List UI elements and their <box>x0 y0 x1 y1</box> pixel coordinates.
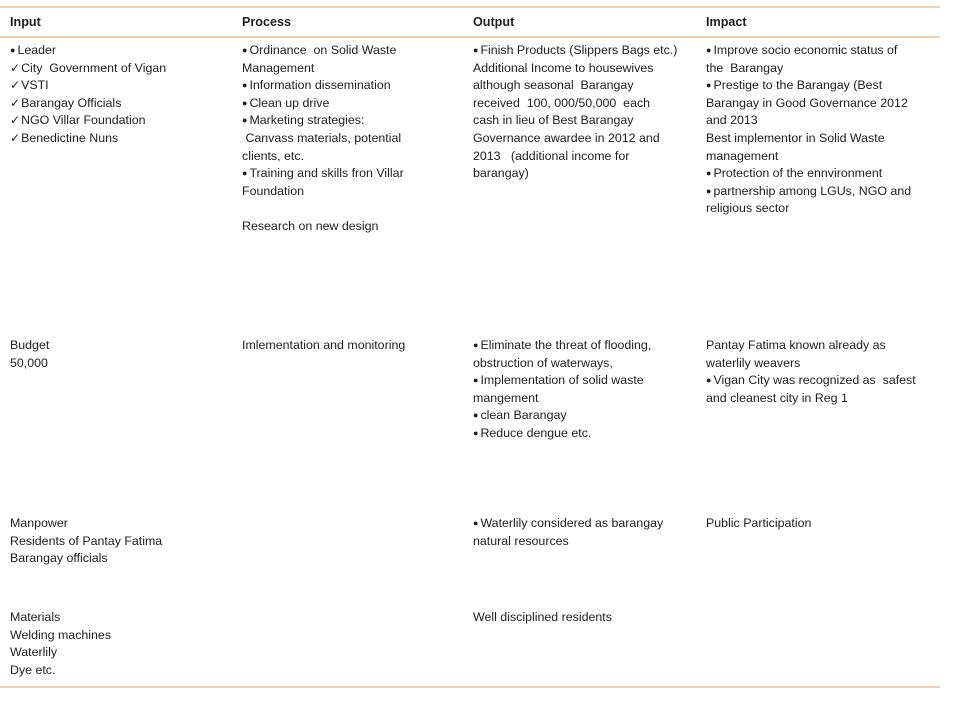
cell-line <box>706 355 934 373</box>
cell-line <box>706 337 934 355</box>
cell-output-row-3 <box>473 515 691 550</box>
cell-line <box>706 165 934 183</box>
cell-line <box>10 337 225 355</box>
cell-line-text: received 100, 000/50,000 each <box>473 95 651 110</box>
cell-line-text: mangement <box>473 390 539 405</box>
cell-line <box>242 42 460 60</box>
cell-line-text: Materials <box>10 610 61 624</box>
cell-output-row-2 <box>473 337 691 443</box>
header-bottom-rule <box>0 36 940 38</box>
cell-input-row-1 <box>10 42 225 148</box>
cell-line <box>10 77 225 95</box>
cell-line-text: Well disciplined residents <box>473 610 612 624</box>
cell-line <box>473 130 691 148</box>
cell-line <box>706 148 934 166</box>
cell-line-text: Barangay officials <box>10 551 108 566</box>
cell-line <box>10 515 225 533</box>
cell-line <box>10 112 225 130</box>
cell-line-text: 50,000 <box>10 355 48 370</box>
cell-line-text: and 2013 <box>706 113 758 128</box>
cell-line <box>473 372 691 390</box>
cell-line-text: Residents of Pantay Fatima <box>10 533 163 548</box>
cell-line <box>473 112 691 130</box>
cell-impact-row-2 <box>706 337 934 407</box>
cell-line-text: obstruction of waterways, <box>473 355 613 370</box>
cell-line-text: Implementation of solid waste <box>480 373 644 388</box>
cell-input-row-2 <box>10 337 225 372</box>
checkmark-icon: ✓ <box>10 78 21 93</box>
cell-process-row-1 <box>242 42 460 236</box>
cell-line-text: clean Barangay <box>480 408 567 423</box>
cell-line <box>706 200 934 218</box>
cell-line-text: Barangay Officials <box>21 95 122 110</box>
cell-line-text: cash in lieu of Best Barangay <box>473 113 634 128</box>
cell-line-text: 2013 (additional income for <box>473 148 630 163</box>
cell-line <box>242 112 460 130</box>
cell-line <box>10 130 225 148</box>
cell-line-text: clients, etc. <box>242 148 304 163</box>
cell-line <box>10 533 225 551</box>
cell-line <box>242 77 460 95</box>
cell-impact-row-1 <box>706 42 934 218</box>
bullet-icon: ● <box>473 45 479 55</box>
cell-line <box>706 95 934 113</box>
cell-line <box>242 130 460 148</box>
cell-line <box>10 60 225 78</box>
cell-line-text: Waterlily considered as barangay <box>480 516 664 530</box>
cell-line <box>10 627 225 645</box>
cell-line-text: religious sector <box>706 201 790 216</box>
cell-line-text: Budget <box>10 338 50 352</box>
cell-line-text: although seasonal Barangay <box>473 78 634 93</box>
cell-line-text: Finish Products (Slippers Bags etc.) <box>480 43 678 57</box>
cell-line <box>10 355 225 373</box>
cell-line-text: Waterlily <box>10 645 58 660</box>
bullet-icon: ● <box>706 375 712 386</box>
cell-line <box>473 77 691 95</box>
cell-line-text: Management <box>242 60 315 75</box>
cell-line-text: Reduce dengue etc. <box>480 425 592 440</box>
table-top-rule <box>0 6 940 8</box>
cell-line-text: Pantay Fatima known already as <box>706 338 886 352</box>
cell-line-text: Vigan City was recognized as safest <box>713 373 916 388</box>
cell-line <box>10 609 225 627</box>
cell-line <box>242 183 460 201</box>
cell-line-text: Marketing strategies: <box>249 113 365 128</box>
cell-line-text: Information dissemination <box>249 78 391 93</box>
cell-line-text: Imlementation and monitoring <box>242 338 406 352</box>
cell-line-text: natural resources <box>473 533 569 548</box>
cell-line <box>10 42 225 60</box>
cell-line <box>706 183 934 201</box>
cell-line-text: Dye etc. <box>10 662 56 677</box>
cell-line <box>10 662 225 680</box>
bullet-icon: ● <box>473 427 479 438</box>
cell-output-row-4 <box>473 609 691 627</box>
cell-line <box>706 112 934 130</box>
cell-line-text: barangay) <box>473 166 529 181</box>
cell-line-text: management <box>706 148 779 163</box>
cell-line <box>473 42 691 60</box>
cell-line <box>706 372 934 390</box>
cell-line-text: Additional Income to housewives <box>473 60 654 75</box>
cell-line <box>473 355 691 373</box>
table-bottom-rule <box>0 686 940 688</box>
cell-line <box>706 515 934 533</box>
cell-line <box>242 218 460 236</box>
cell-line <box>706 390 934 408</box>
cell-line <box>473 60 691 78</box>
cell-line-text: Protection of the ennvironment <box>713 166 883 181</box>
cell-line-text: Governance awardee in 2012 and <box>473 130 660 145</box>
header-impact: Impact <box>706 15 747 29</box>
cell-line <box>473 165 691 183</box>
cell-line-text: NGO Villar Foundation <box>21 113 146 128</box>
cell-line-text: Public Participation <box>706 516 812 530</box>
cell-line <box>473 609 691 627</box>
cell-line <box>473 533 691 551</box>
cell-line <box>242 200 460 218</box>
cell-line <box>473 407 691 425</box>
bullet-icon: ● <box>706 45 712 55</box>
cell-line-text: Foundation <box>242 183 305 198</box>
cell-line <box>706 130 934 148</box>
cell-line-text: partnership among LGUs, NGO and <box>713 183 912 198</box>
cell-input-row-4 <box>10 609 225 679</box>
cell-line-text: Best implementor in Solid Waste <box>706 130 885 145</box>
cell-line <box>242 148 460 166</box>
cell-line-text: Eliminate the threat of flooding, <box>480 338 652 352</box>
bullet-icon: ● <box>706 185 712 196</box>
checkmark-icon: ✓ <box>10 130 21 145</box>
cell-line-text: Training and skills fron Villar <box>249 166 404 181</box>
cell-line-text: Clean up drive <box>249 95 330 110</box>
cell-input-row-3 <box>10 515 225 568</box>
cell-line-text: Manpower <box>10 516 68 530</box>
cell-line <box>242 337 460 355</box>
cell-line <box>242 60 460 78</box>
cell-line <box>10 644 225 662</box>
bullet-icon: ● <box>242 45 248 55</box>
cell-line <box>473 148 691 166</box>
cell-output-row-1 <box>473 42 691 183</box>
checkmark-icon: ✓ <box>10 60 21 75</box>
cell-line <box>10 550 225 568</box>
cell-line-text: Barangay in Good Governance 2012 <box>706 95 908 110</box>
cell-process-row-2 <box>242 337 460 355</box>
cell-line <box>473 95 691 113</box>
cell-line <box>706 60 934 78</box>
cell-line-text: Prestige to the Barangay (Best <box>713 78 883 93</box>
cell-line-text: Benedictine Nuns <box>21 130 119 145</box>
cell-line-text: Leader <box>17 43 57 57</box>
bullet-icon: ● <box>10 45 16 55</box>
bullet-icon: ● <box>706 80 712 91</box>
cell-line <box>473 425 691 443</box>
checkmark-icon: ✓ <box>10 95 21 110</box>
cell-line-text: waterlily weavers <box>706 355 801 370</box>
cell-line <box>473 515 691 533</box>
cell-line <box>10 95 225 113</box>
bullet-icon: ● <box>242 80 248 91</box>
cell-line-text: City Government of Vigan <box>21 60 167 75</box>
cell-line-text: Ordinance on Solid Waste <box>249 43 397 57</box>
bullet-icon: ● <box>473 518 479 528</box>
cell-line <box>706 77 934 95</box>
cell-impact-row-3 <box>706 515 934 533</box>
bullet-icon: ● <box>473 340 479 350</box>
cell-line-text: Canvass materials, potential <box>242 130 402 145</box>
checkmark-icon: ✓ <box>10 113 21 128</box>
cell-line-text: Research on new design <box>242 218 379 233</box>
cell-line <box>706 42 934 60</box>
bullet-icon: ● <box>473 410 479 421</box>
bullet-icon: ● <box>242 115 248 126</box>
cell-line-text: and cleanest city in Reg 1 <box>706 390 848 405</box>
header-input: Input <box>10 15 41 29</box>
header-process: Process <box>242 15 292 29</box>
cell-line <box>473 337 691 355</box>
bullet-icon: ● <box>473 375 479 386</box>
header-output: Output <box>473 15 515 29</box>
bullet-icon: ● <box>706 168 712 179</box>
cell-line-text: the Barangay <box>706 60 784 75</box>
bullet-icon: ● <box>242 97 248 108</box>
cell-line-text: VSTI <box>21 78 49 93</box>
cell-line-text: Improve socio economic status of <box>713 43 898 57</box>
cell-line-text: Welding machines <box>10 627 112 642</box>
cell-line <box>242 95 460 113</box>
bullet-icon: ● <box>242 168 248 179</box>
cell-line <box>242 165 460 183</box>
cell-line <box>473 390 691 408</box>
